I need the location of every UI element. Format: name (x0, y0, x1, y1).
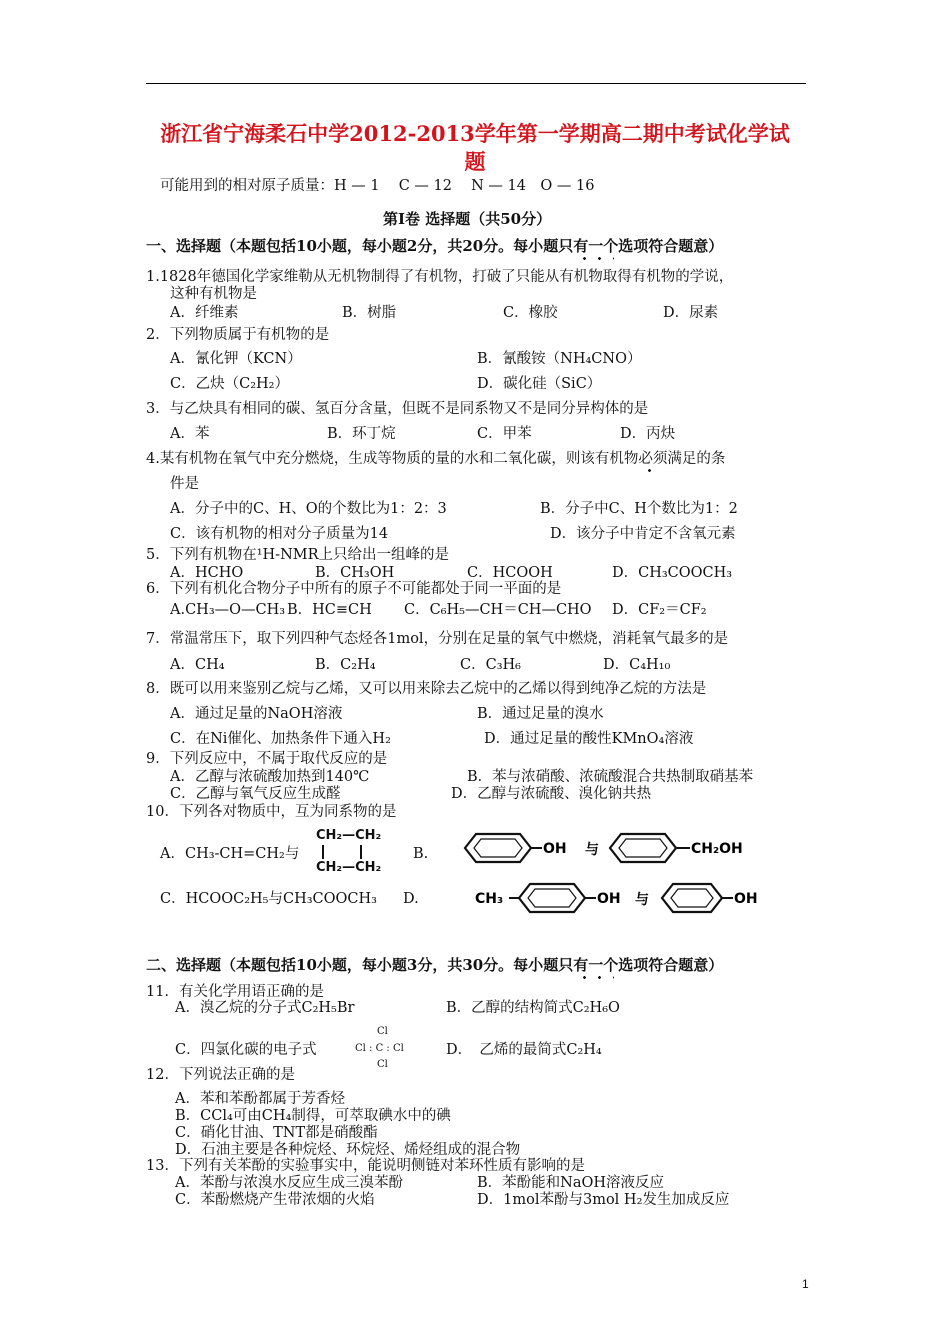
part1-heading: 第Ⅰ卷 选择题（共50分） (383, 210, 552, 228)
q10-option-d: D. (403, 891, 419, 907)
q3-option-a: A．苯 (170, 426, 210, 442)
q12-stem: 12．下列说法正确的是 (146, 1067, 295, 1083)
page-number: 1 (802, 1277, 809, 1291)
q5-option-b: B．CH₃OH (315, 565, 395, 581)
header-rule (146, 83, 806, 84)
q10-d-structures (475, 878, 775, 918)
q4-option-a: A．分子中的C、H、O的个数比为1：2：3 (170, 501, 447, 517)
benzene-ring-cresol (519, 884, 585, 912)
q7-option-d: D．C₄H₁₀ (603, 657, 671, 673)
q10-option-a: A．CH₃-CH=CH₂与 (160, 846, 300, 862)
title-line-2: 题 (464, 149, 486, 174)
q12-option-d: D．石油主要是各种烷烃、环烷烃、烯烃组成的混合物 (175, 1142, 521, 1158)
q6-option-d: D．CF₂＝CF₂ (612, 602, 707, 618)
q7-stem: 7．常温常压下，取下列四种气态烃各1mol，分别在足量的氧气中燃烧，消耗氧气最多的是 (146, 631, 729, 647)
d-oh-label-1: OH (597, 891, 621, 907)
q7-option-c: C．C₃H₆ (460, 657, 521, 673)
b-oh-label: OH (543, 841, 567, 857)
q10-option-c: C．HCOOC₂H₅与CH₃COOCH₃ (160, 891, 377, 907)
b-and-label: 与 (585, 842, 599, 858)
q8-stem: 8．既可以用来鉴别乙烷与乙烯，又可以用来除去乙烷中的乙烯以得到纯净乙烷的方法是 (146, 681, 707, 697)
q13-option-c: C．苯酚燃烧产生带浓烟的火焰 (175, 1192, 375, 1208)
q4-option-c: C．该有机物的相对分子质量为14 (170, 526, 389, 542)
q11-stem: 11．有关化学用语正确的是 (146, 984, 324, 1000)
q12-option-b: B．CCl₄可由CH₄制得，可萃取碘水中的碘 (175, 1108, 451, 1124)
cyclobutane-bottom: CH₂—CH₂ (316, 860, 382, 875)
cyclobutane-bond-left (322, 845, 324, 859)
q10-option-b: B. (413, 846, 429, 862)
q1-option-d: D．尿素 (663, 305, 719, 321)
q1-option-a: A．纤维素 (170, 305, 239, 321)
q12-option-a: A．苯和苯酚都属于芳香烃 (175, 1091, 345, 1107)
q2-option-d: D．碳化硅（SiC） (477, 376, 602, 392)
q3-option-d: D．丙炔 (620, 426, 676, 442)
q8-option-d: D．通过足量的酸性KMnO₄溶液 (484, 731, 694, 747)
ccl4-middle: Cl : C : Cl (355, 1043, 404, 1054)
q12-option-c: C．硝化甘油、TNT都是硝酸酯 (175, 1125, 378, 1141)
b-ch2oh-label: CH₂OH (691, 841, 743, 857)
cyclobutane-bond-right (360, 845, 362, 859)
q6-option-b: B．HC≡CH (287, 602, 372, 618)
q9-option-b: B．苯与浓硝酸、浓硫酸混合共热制取硝基苯 (467, 769, 754, 785)
exam-title (140, 120, 810, 176)
section2-heading: 二、选择题（本题包括10小题，每小题3分，共30分。每小题只有一个选项符合题意） (146, 956, 724, 974)
section1-heading: 一、选择题（本题包括10小题，每小题2分，共20分。每小题只有一个选项符合题意） (146, 237, 724, 255)
cyclobutane-top: CH₂—CH₂ (316, 828, 382, 843)
benzene-ring-phenol (465, 834, 531, 862)
q4-option-b: B．分子中C、H个数比为1：2 (540, 501, 738, 517)
q1-stem-cont: 这种有机物是 (170, 286, 257, 302)
q9-option-a: A．乙醇与浓硫酸加热到140℃ (170, 769, 370, 785)
q6-option-a: A.CH₃—O—CH₃ (170, 602, 286, 618)
q7-option-b: B．C₂H₄ (315, 657, 376, 673)
q5-option-a: A．HCHO (170, 565, 244, 581)
q2-option-c: C．乙炔（C₂H₂） (170, 376, 289, 392)
q2-option-a: A．氰化钾（KCN） (170, 351, 302, 367)
q5-option-d: D．CH₃COOCH₃ (612, 565, 733, 581)
atomic-mass-note: 可能用到的相对原子质量：H — 1 C — 12 N — 14 O — 16 (160, 178, 595, 194)
q9-option-c: C．乙醇与氧气反应生成醛 (170, 786, 341, 802)
q8-option-b: B．通过足量的溴水 (477, 706, 604, 722)
q11-option-b: B．乙醇的结构简式C₂H₆O (446, 1000, 620, 1016)
q6-stem: 6．下列有机化合物分子中所有的原子不可能都处于同一平面的是 (146, 581, 562, 597)
q7-option-a: A．CH₄ (170, 657, 225, 673)
q10-stem: 10．下列各对物质中，互为同系物的是 (146, 804, 397, 820)
q5-option-c: C．HCOOH (467, 565, 553, 581)
q8-option-c: C．在Ni催化、加热条件下通入H₂ (170, 731, 391, 747)
q1-stem: 1.1828年德国化学家维勒从无机物制得了有机物，打破了只能从有机物取得有机物的学说， (146, 269, 734, 285)
ccl4-bottom-cl: Cl (377, 1059, 388, 1070)
q5-stem: 5．下列有机物在¹H-NMR上只给出一组峰的是 (146, 547, 450, 563)
q13-option-b: B．苯酚能和NaOH溶液反应 (477, 1175, 665, 1191)
q3-stem: 3．与乙炔具有相同的碳、氢百分含量，但既不是同系物又不是同分异构体的是 (146, 401, 649, 417)
benzene-ring-phenol-2 (662, 884, 722, 912)
q13-option-d: D．1mol苯酚与3mol H₂发生加成反应 (477, 1192, 730, 1208)
q4-option-d: D．该分子中肯定不含氧元素 (550, 526, 736, 542)
emphasis-one-option: 有一个 (573, 237, 619, 255)
q13-option-a: A．苯酚与浓溴水反应生成三溴苯酚 (175, 1175, 403, 1191)
d-oh-label-2: OH (734, 891, 758, 907)
q2-option-b: B．氰酸铵（NH₄CNO） (477, 351, 642, 367)
benzene-ring-benzyl (610, 834, 676, 862)
q13-stem: 13．下列有关苯酚的实验事实中，能说明侧链对苯环性质有影响的是 (146, 1158, 585, 1174)
d-and-label: 与 (635, 892, 649, 908)
q11-option-a: A．溴乙烷的分子式C₂H₅Br (175, 1000, 355, 1016)
q4-stem: 4.某有机物在氧气中充分燃烧，生成等物质的量的水和二氧化碳，则该有机物必须满足的条 (146, 451, 726, 467)
emphasis-one-option: 有一个 (573, 956, 619, 974)
q11-option-d: D． 乙烯的最简式C₂H₄ (446, 1042, 602, 1058)
q10-b-structures (460, 828, 760, 868)
q11-option-c: C．四氯化碳的电子式 (175, 1042, 317, 1058)
q1-option-c: C．橡胶 (503, 305, 558, 321)
q8-option-a: A．通过足量的NaOH溶液 (170, 706, 343, 722)
q9-stem: 9．下列反应中，不属于取代反应的是 (146, 751, 388, 767)
q3-option-b: B．环丁烷 (327, 426, 396, 442)
ccl4-top-cl: Cl (377, 1026, 388, 1037)
q1-option-b: B．树脂 (342, 305, 397, 321)
q6-option-c: C．C₆H₅—CH＝CH—CHO (404, 602, 592, 618)
q2-stem: 2．下列物质属于有机物的是 (146, 327, 330, 343)
title-line-1: 浙江省宁海柔石中学2012-2013学年第一学期高二期中考试化学试 (160, 121, 790, 146)
emphasis-must: 必须 (638, 451, 668, 467)
q3-option-c: C．甲苯 (477, 426, 532, 442)
d-ch3-label: CH₃ (475, 891, 504, 907)
q9-option-d: D．乙醇与浓硫酸、溴化钠共热 (451, 786, 652, 802)
q4-stem-cont: 件是 (170, 476, 199, 492)
